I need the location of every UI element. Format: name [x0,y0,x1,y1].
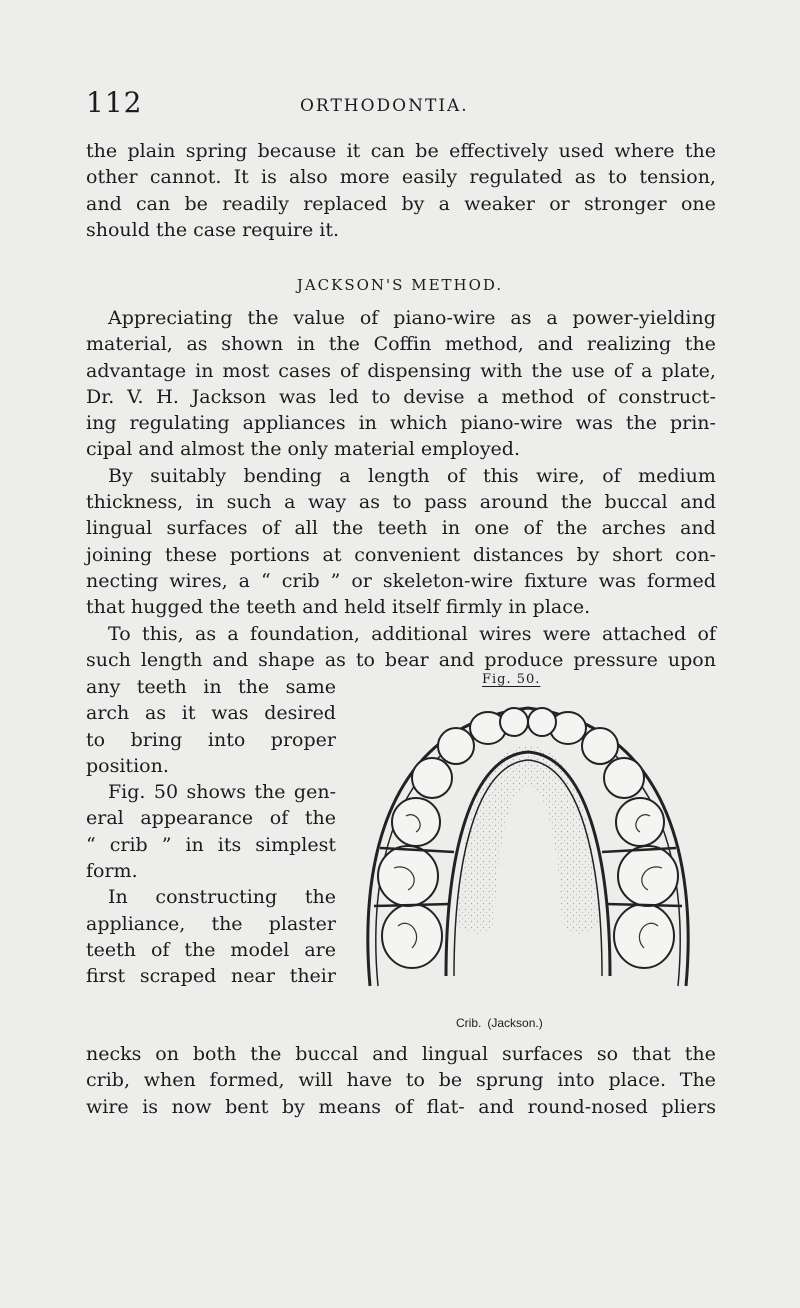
text-line: arch as it was desired [86,702,336,725]
text-line: and can be readily replaced by a weaker or stronger one [86,192,716,215]
text-line: position. [86,754,169,777]
teeth-left [378,708,528,968]
text-line: lingual surfaces of all the teeth in one of the arches and [86,517,716,540]
caption-title: Crib. [456,1016,482,1030]
wrapped-column-text [86,674,336,990]
text-line: necks on both the buccal and lingual surfaces so that the [86,1043,716,1065]
text-line: to bring into proper [86,728,336,751]
paragraphs-jackson-method [86,305,716,673]
text-line: joining these portions at convenient distances by short con- [86,543,716,566]
text-line: By suitably bending a length of this wire, of medium [108,464,716,487]
text-line: teeth of the model are [86,938,336,961]
text-line: first scraped near their [86,965,336,988]
text-line: other cannot. It is also more easily regulated as to tension, [86,166,716,189]
text-line: appliance, the plaster [86,912,336,935]
text-line: Appreciating the value of piano-wire as a power-yielding [108,307,716,329]
crib-illustration [350,686,706,1016]
palate-shading [458,746,598,934]
text-line: thickness, in such a way as to pass around the buccal and [86,491,716,514]
text-line: should the case require it. [86,218,340,241]
text-line: any teeth in the same [86,676,336,698]
text-line: form. [86,860,138,883]
paragraph-plain-spring [86,138,716,243]
text-line: Fig. 50 shows the gen- [108,781,336,804]
caption-credit: (Jackson.) [487,1016,543,1030]
running-head: ORTHODONTIA. [300,96,469,116]
text-line: wire is now bent by means of flat- and round-nosed pliers [86,1095,716,1118]
page-header [86,86,716,126]
text-line: To this, as a foundation, additional wires were attached of [108,622,716,645]
text-line: that hugged the teeth and held itself firmly in place. [86,596,591,619]
section-title: JACKSON'S METHOD. [296,276,504,294]
text-line: advantage in most cases of dispensing with the use of a plate, [86,359,716,382]
text-line: material, as shown in the Coffin method, and realizing the [86,333,716,356]
text-line: “ crib ” in its simplest [86,833,336,856]
text-line: eral appearance of the [86,807,336,830]
text-line: ing regulating appliances in which piano-wire was the prin- [86,412,716,435]
teeth-right [528,708,678,968]
text-line: cipal and almost the only material employed. [86,438,521,461]
paragraph-continued [86,1041,716,1120]
text-line: Dr. V. H. Jackson was led to devise a method of construct- [86,385,716,408]
page-number: 112 [86,86,143,119]
figure-label: Fig. 50. [482,672,541,687]
text-line: crib, when formed, will have to be sprung into place. The [86,1069,716,1092]
text-line: In constructing the [108,886,336,909]
figure-caption [456,1016,543,1030]
text-line: the plain spring because it can be effectively used where the [86,140,716,162]
text-line: such length and shape as to bear and produce pressure upon [86,648,716,671]
text-line: necting wires, a “ crib ” or skeleton-wire fixture was formed [86,569,716,592]
